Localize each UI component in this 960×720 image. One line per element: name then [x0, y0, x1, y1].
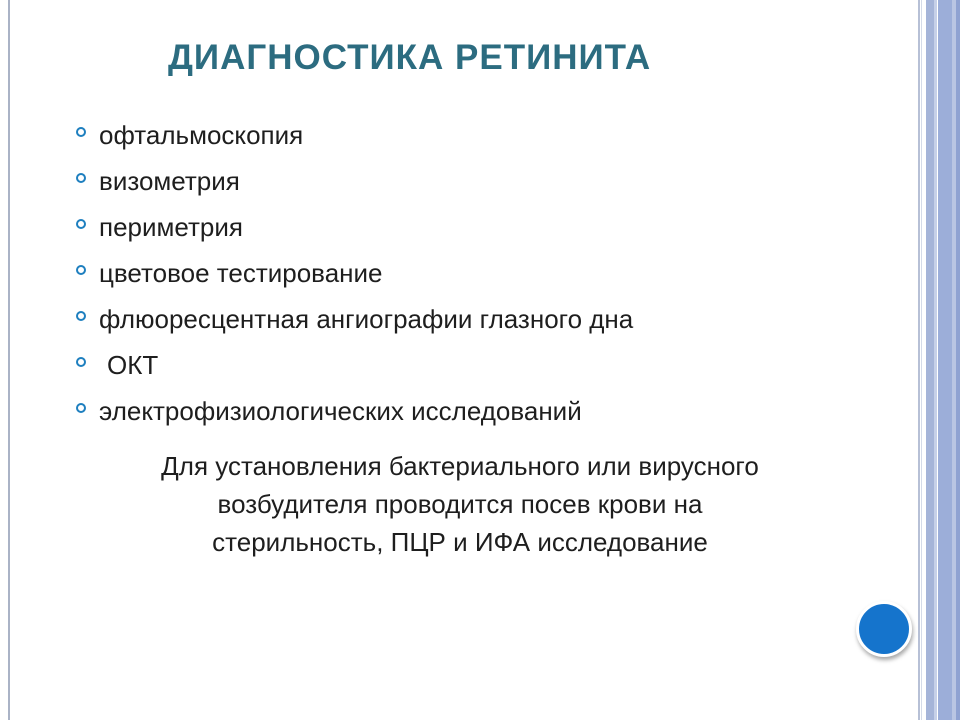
ring-bullet-icon	[76, 173, 86, 183]
stripe	[921, 0, 922, 720]
bullet-item	[76, 348, 633, 394]
bullet-text: цветовое тестирование	[99, 258, 383, 288]
bullet-text: периметрия	[99, 212, 243, 242]
ring-bullet-icon	[76, 219, 86, 229]
bullet-text: ОКТ	[107, 350, 159, 380]
stripe	[918, 0, 920, 720]
bullet-text: офтальмоскопия	[99, 120, 304, 150]
bullet-text: электрофизиологических исследований	[99, 396, 582, 426]
stripe	[934, 0, 937, 720]
note-line: Для установления бактериального или вирусного	[161, 451, 759, 481]
ring-bullet-icon	[76, 127, 86, 137]
bullet-item	[76, 302, 633, 348]
note-paragraph	[60, 447, 860, 561]
bullet-item	[76, 164, 633, 210]
slide-title: ДИАГНОСТИКА РЕТИНИТА	[168, 38, 652, 77]
stripe	[938, 0, 952, 720]
ring-bullet-icon	[76, 403, 86, 413]
bullet-text: визометрия	[99, 166, 240, 196]
ring-bullet-icon	[76, 357, 86, 367]
bullet-item	[76, 256, 633, 302]
bullet-item	[76, 210, 633, 256]
bullet-item	[76, 118, 633, 164]
right-decorative-stripes	[918, 0, 960, 720]
bullet-list	[76, 118, 633, 440]
stripe	[926, 0, 934, 720]
left-border-line	[8, 0, 10, 720]
stripe	[956, 0, 960, 720]
bullet-item	[76, 394, 633, 440]
note-line: возбудителя проводится посев крови на	[217, 489, 703, 519]
blue-circle-icon	[856, 601, 912, 657]
ring-bullet-icon	[76, 265, 86, 275]
ring-bullet-icon	[76, 311, 86, 321]
note-line: стерильность, ПЦР и ИФА исследование	[212, 527, 708, 557]
bullet-text: флюоресцентная ангиографии глазного дна	[99, 304, 634, 334]
